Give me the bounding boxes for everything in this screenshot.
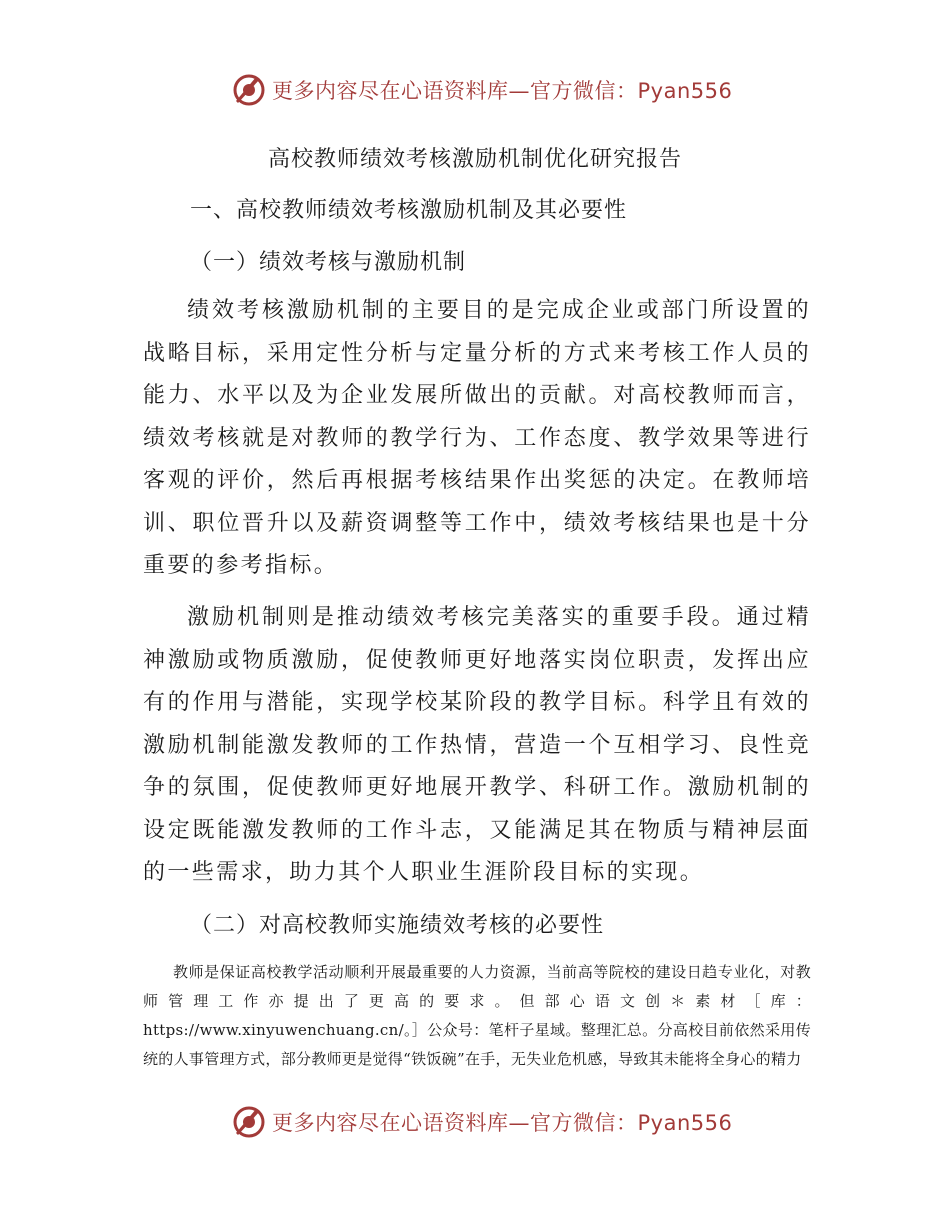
paragraph-incentive-mechanism: 激励机制则是推动绩效考核完美落实的重要手段。通过精神激励或物质激励，促使教师更好地落实岗位职责，发挥出应有的作用与潜能，实现学校某阶段的教学目标。科学且有效的激励机制能激发教师的工作热情，营造一个互相学习、良性竞争的氛围，促使教师更好地展开教学、科研工作。激励机制的设定既能激发教师的工作斗志，又能满足其在物质与精神层面的一些需求，助力其个人职业生涯阶段目标的实现。: [143, 605, 811, 885]
quill-logo-icon: [232, 73, 266, 107]
watermark-text: 更多内容尽在心语资料库—官方微信：Pyan556: [272, 1111, 733, 1135]
header-watermark-banner: [232, 70, 732, 110]
watermark-text: 更多内容尽在心语资料库—官方微信：Pyan556: [272, 79, 733, 103]
paragraph-necessity: 教师是保证高校教学活动顺利开展最重要的人力资源，当前高等院校的建设日趋专业化，对教师管理工作亦提出了更高的要求。但部心语文创＊素材［库：https://www.xinyuwenchuang.cn/。］公众号：笔杆子星域。整理汇总。分高校目前依然采用传统的人事管理方式，部分教师更是觉得“铁饭碗”在手，无失业危机感，导致其未能将全身心的精力: [143, 963, 811, 1068]
subsection-heading-2: （二）对高校教师实施绩效考核的必要性: [190, 913, 605, 938]
footer-watermark-banner: [232, 1102, 732, 1142]
subsection-heading-1: （一）绩效考核与激励机制: [190, 250, 467, 275]
paragraph-performance-appraisal: 绩效考核激励机制的主要目的是完成企业或部门所设置的战略目标，采用定性分析与定量分析的方式来考核工作人员的能力、水平以及为企业发展所做出的贡献。对高校教师而言，绩效考核就是对教师的教学行为、工作态度、教学效果等进行客观的评价，然后再根据考核结果作出奖惩的决定。在教师培训、职位晋升以及薪资调整等工作中，绩效考核结果也是十分重要的参考指标。: [143, 298, 811, 578]
quill-logo-icon: [232, 1105, 266, 1139]
section-heading-1: 一、高校教师绩效考核激励机制及其必要性: [190, 198, 628, 223]
document-title: 高校教师绩效考核激励机制优化研究报告: [267, 147, 682, 172]
